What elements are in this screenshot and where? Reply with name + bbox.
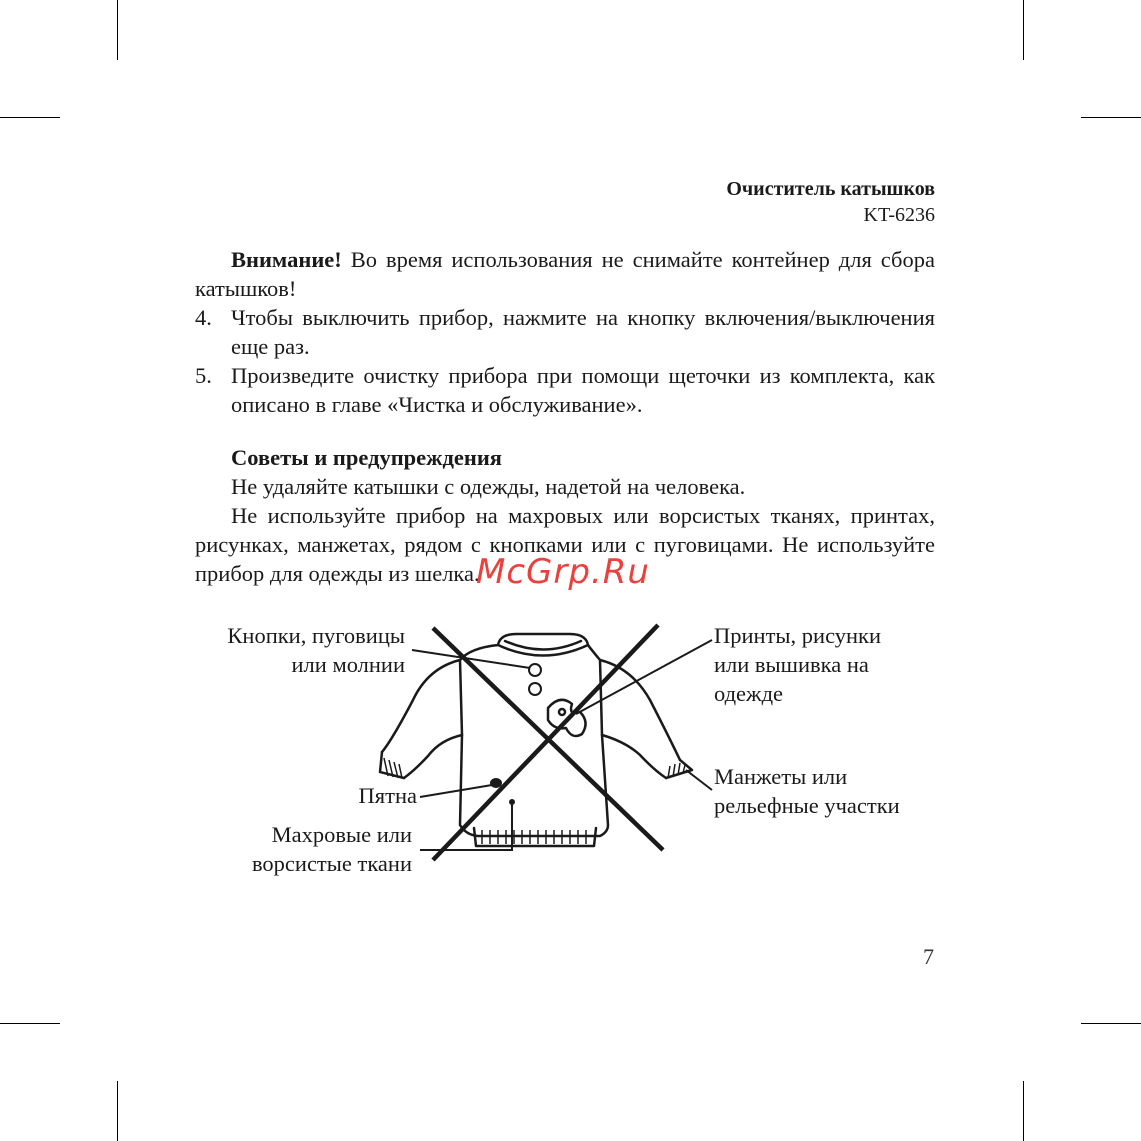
crop-mark: [117, 1081, 118, 1141]
stain-mark: [490, 778, 502, 788]
step-text: Произведите очистку прибора при помощи щеточки из комплекта, как описано в главе «Чистка и обслуживание».: [231, 363, 935, 417]
callout-buttons: [412, 650, 530, 668]
callout-stains: [420, 785, 492, 797]
crop-mark: [0, 1023, 60, 1024]
label-cuffs: Манжеты или рельефные участки: [714, 764, 900, 818]
warning-lead: Внимание!: [231, 247, 342, 272]
tips-paragraph: Не используйте прибор на махровых или ворсистых тканях, принтах, рисунках, манжетах, рядом с кнопками или с пуговицами. Не используйте прибор для одежды из шелка.: [195, 503, 935, 586]
sweater-collar: [498, 634, 588, 645]
label-terry: Махровые или ворсистые ткани: [251, 822, 412, 876]
sweater-button: [529, 664, 541, 676]
crop-mark: [1023, 0, 1024, 60]
step-item: [195, 303, 935, 361]
terry-mark: [509, 799, 515, 805]
step-item: [195, 361, 935, 419]
sweater-body: [460, 645, 608, 836]
crop-mark: [1081, 1023, 1141, 1024]
model-number: KT-6236: [863, 204, 935, 226]
prohibition-cross-icon: [433, 625, 663, 860]
crop-mark: [117, 0, 118, 60]
label-stains: Пятна: [358, 783, 417, 808]
callout-cuffs: [686, 770, 712, 790]
sweater-button: [529, 683, 541, 695]
watermark: McGrp.Ru: [476, 552, 650, 592]
page-header: [726, 176, 935, 228]
step-number: 4.: [195, 305, 212, 330]
page-number: 7: [923, 944, 934, 969]
tips-paragraph: Не удаляйте катышки с одежды, надетой на человека.: [231, 474, 746, 499]
sweater-print-motif: [548, 700, 586, 736]
crop-mark: [1081, 117, 1141, 118]
step-number: 5.: [195, 363, 212, 388]
waistband-ribbing: [482, 830, 586, 844]
sweater-right-sleeve: [600, 660, 680, 760]
product-name: Очиститель катышков: [726, 178, 935, 200]
tips-title: Советы и предупреждения: [231, 445, 502, 470]
callout-prints: [576, 640, 712, 714]
warning-text: Во время использования не снимайте контейнер для сбора катышков!: [195, 247, 935, 301]
label-prints: Принты, рисунки или вышивка на одежде: [714, 623, 882, 706]
crop-mark: [0, 117, 60, 118]
sweater-waistband: [474, 828, 596, 846]
label-buttons: Кнопки, пуговицы или молнии: [227, 623, 405, 677]
crop-mark: [1023, 1081, 1024, 1141]
warning-paragraph: [195, 245, 935, 303]
step-text: Чтобы выключить прибор, нажмите на кнопку включения/выключения еще раз.: [231, 305, 935, 359]
callout-terry: [420, 804, 512, 850]
instructions-body: [195, 245, 935, 588]
